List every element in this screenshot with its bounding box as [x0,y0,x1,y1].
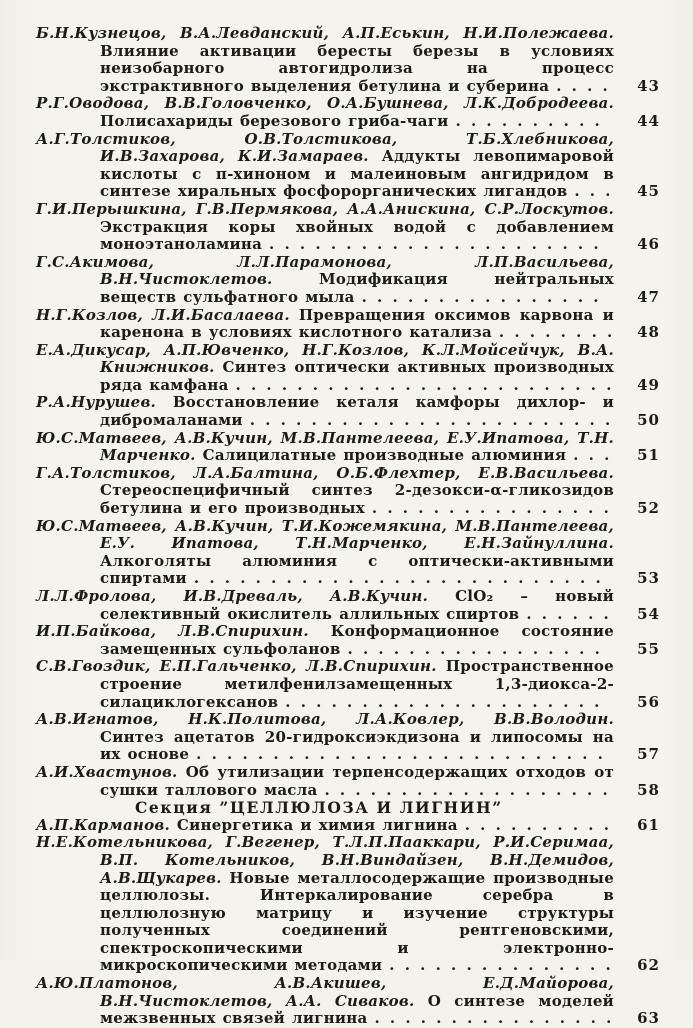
dot-leader: . . . . . . . . . . . . . . . . . . . . . . . . . . . [196,745,604,764]
entry-page-number: 48 [637,323,660,342]
toc-entry [36,201,660,254]
entry-authors: Г.С.Акимова, Л.Л.Парамонова, Л.П.Васильева, В.Н.Чистоклетов. [36,252,614,289]
toc-entry [36,975,660,1028]
entry-authors: А.В.Игнатов, Н.К.Политова, Л.А.Ковлер, В.В.Володин. [36,710,614,729]
entry-authors: Б.Н.Кузнецов, В.А.Левданский, А.П.Еськин, Н.И.Полежаева. [36,24,614,42]
entry-authors: Н.Е.Котельникова, Г.Вегенер, Т.Л.П.Пааккари, Р.И.Серимаа, В.П. Котельников, В.Н.Виндайзен, В.Н.Демидов, А.В.Щукарев. [36,833,614,887]
entry-authors: Н.Г.Козлов, Л.И.Басалаева. [36,305,290,324]
dot-leader: . . . . . . . . . . . . . . . . . . . . . . . . . . . [193,569,602,588]
entry-authors: А.И.Хвастунов. [36,762,178,781]
entry-authors: А.П.Карманов. [36,815,170,834]
entry-title: О синтезе моделей межзвенных связей лигнина [100,991,615,1028]
entry-title: Аддукты левопимаровой кислоты с п-хиноном и малеиновым ангидридом в синтезе хиральных фосфорорганических лигандов [100,147,614,201]
entry-authors: Л.Л.Фролова, И.В.Древаль, А.В.Кучин. [36,587,429,605]
entry-title: Превращения оксимов карвона и каренона в условиях кислотного катализа [100,305,614,342]
entry-title: Алкоголяты алюминия с оптически-активными спиртами [100,551,614,588]
toc-entry [36,430,660,465]
dot-leader: . . . . . . . . . . . . . . . . . . . . . . [269,235,600,254]
toc-entry [36,764,660,799]
entry-page-number: 43 [637,76,660,95]
entry-page-number: 57 [637,745,660,764]
toc-entry [36,342,660,395]
toc-entry [36,131,660,201]
entry-title: Стереоспецифичный синтез 2-дезокси-α-гликозидов бетулина и его производных [100,481,614,518]
entry-title: Синтез ацетатов 20-гидроксиэкдизона и липосомы на их основе [100,727,614,764]
toc-entry [36,658,660,711]
entry-authors: И.П.Байкова, Л.В.Спирихин. [36,622,309,641]
entry-page-number: 61 [637,815,660,834]
entry-page-number: 63 [637,1009,660,1028]
entry-page-number: 52 [637,499,660,518]
toc-entry [36,817,660,835]
entry-authors: А.Г.Толстиков, О.В.Толстикова, Т.Б.Хлебникова, И.В.Захарова, К.И.Замараев. [36,129,614,166]
entry-authors: Ю.С.Матвеев, А.В.Кучин, Т.И.Кожемякина, М.В.Пантелеева, Е.У. Ипатова, Т.Н.Марченко, Е.Н.Зайнуллина. [36,516,614,553]
entry-authors: А.Ю.Платонов, А.В.Акишев, Е.Д.Майорова, В.Н.Чистоклетов, А.А. Сиваков. [36,974,614,1010]
toc-entry [36,307,660,342]
toc-entry [36,254,660,307]
entry-title: Синтез оптически активных производных ряда камфана [100,358,614,394]
section-heading: Секция ”ЦЕЛЛЮЛОЗА И ЛИГНИН” [135,798,503,818]
entry-authors: Р.Г.Оводова, В.В.Головченко, О.А.Бушнева, Л.К.Добродеева. [36,94,614,113]
entry-page-number: 54 [637,604,660,623]
dot-leader: . . . [573,446,610,465]
entry-authors: Г.А.Толстиков, Л.А.Балтина, О.Б.Флехтер, Е.В.Васильева. [36,463,614,482]
entry-page-number: 56 [637,692,660,711]
dot-leader: . . . . . . . . . . . . . . . . . . . [324,780,609,799]
entry-authors: Р.А.Нурушев. [36,393,157,412]
dot-leader: . . . . . . . . . . . . . . . . [374,1009,612,1028]
entry-title: Пространственное строение метилфенилзамещенных 1,3-диокса-2- силациклогексанов [100,657,614,711]
dot-leader: . . . . . . . . . . . . . . . . [371,499,610,518]
toc-entry [36,465,660,518]
entry-title: Синергетика и химия лигнина [176,815,458,834]
entry-title: Салицилатные производные алюминия [202,446,567,465]
entry-title: Восстановление кеталя камфоры дихлор- и дибромаланами [100,393,614,430]
entry-authors: Е.А.Дикусар, А.П.Ювченко, Н.Г.Козлов, К.Л.Мойсейчук, В.А. Книжников. [36,340,614,377]
entry-authors: Ю.С.Матвеев, А.В.Кучин, М.В.Пантелеева, Е.У.Ипатова, Т.Н. Марченко. [36,428,614,465]
entry-title: Полисахариды березового гриба-чаги [100,111,449,130]
entry-page-number: 49 [637,375,660,394]
dot-leader: . . . . . . . . . . . . . . . . [361,287,599,306]
entry-title: Влияние активации бересты березы в условиях неизобарного автогидролиза на процесс экстрактивного выделения бетулина и суберина [100,41,614,95]
entry-page-number: 46 [637,235,660,254]
entry-title: Модификация нейтральных веществ сульфатного мыла [100,270,614,306]
entry-page-number: 50 [637,411,660,430]
toc-entry [36,25,660,95]
dot-leader: . . . . . . . . . . . . . . . . . . . . . [285,692,600,711]
entry-title: ClO₂ – новый селективный окислитель аллильных спиртов [100,587,614,623]
entry-page-number: 58 [637,780,660,799]
dot-leader: . . . . . . . . . . . . . . . [389,956,612,975]
dot-leader: . . . . . . . . . . [464,815,610,834]
entry-page-number: 45 [637,182,660,201]
toc-entry [36,95,660,130]
entry-page-number: 47 [637,287,660,306]
dot-leader: . . . . . . . . . . . . . . . . . . . . . . . . [249,411,611,430]
dot-leader: . . . . [556,76,609,95]
entry-title: Конформационное состояние замещенных сульфоланов [100,622,614,658]
dot-leader: . . . . . . . . . . . . . . . . . . . . . . . . . [235,375,612,394]
dot-leader: . . . [574,182,611,201]
entry-page-number: 44 [637,111,660,130]
entry-title: Об утилизации терпенсодержащих отходов от сушки таллового масла [100,762,614,799]
toc-entry [36,518,660,588]
entry-authors: С.В.Гвоздик, Е.П.Гальченко, Л.В.Спирихин. [36,657,437,676]
entry-authors: Г.И.Перышкина, Г.В.Пермякова, А.А.Анискина, С.Р.Лоскутов. [36,199,614,218]
toc-entry [36,711,660,764]
dot-leader: . . . . . . . . . . . . . . . . . [347,639,601,658]
dot-leader: . . . . . . . . [498,323,613,342]
toc-entry [36,588,660,623]
toc-entry [36,623,660,658]
entry-page-number: 51 [637,446,660,465]
toc-entry [36,834,660,975]
entry-page-number: 62 [637,956,660,975]
dot-leader: . . . . . . . . . . [455,111,601,130]
toc-entry [36,394,660,429]
entry-title: Новые металлосодержащие производные целлюлозы. Интеркалирование серебра в целлюлозную матрицу и изучение структуры полученных соединений рентгеновскими, спектроскопическими и электронно-микроскопическими методами [100,868,614,975]
entry-page-number: 55 [637,639,660,658]
dot-leader: . . . . . . [526,604,610,623]
entry-page-number: 53 [637,569,660,588]
entry-title: Экстракция коры хвойных водой с добавлением моноэтаноламина [100,217,614,254]
toc-list [36,25,660,1028]
